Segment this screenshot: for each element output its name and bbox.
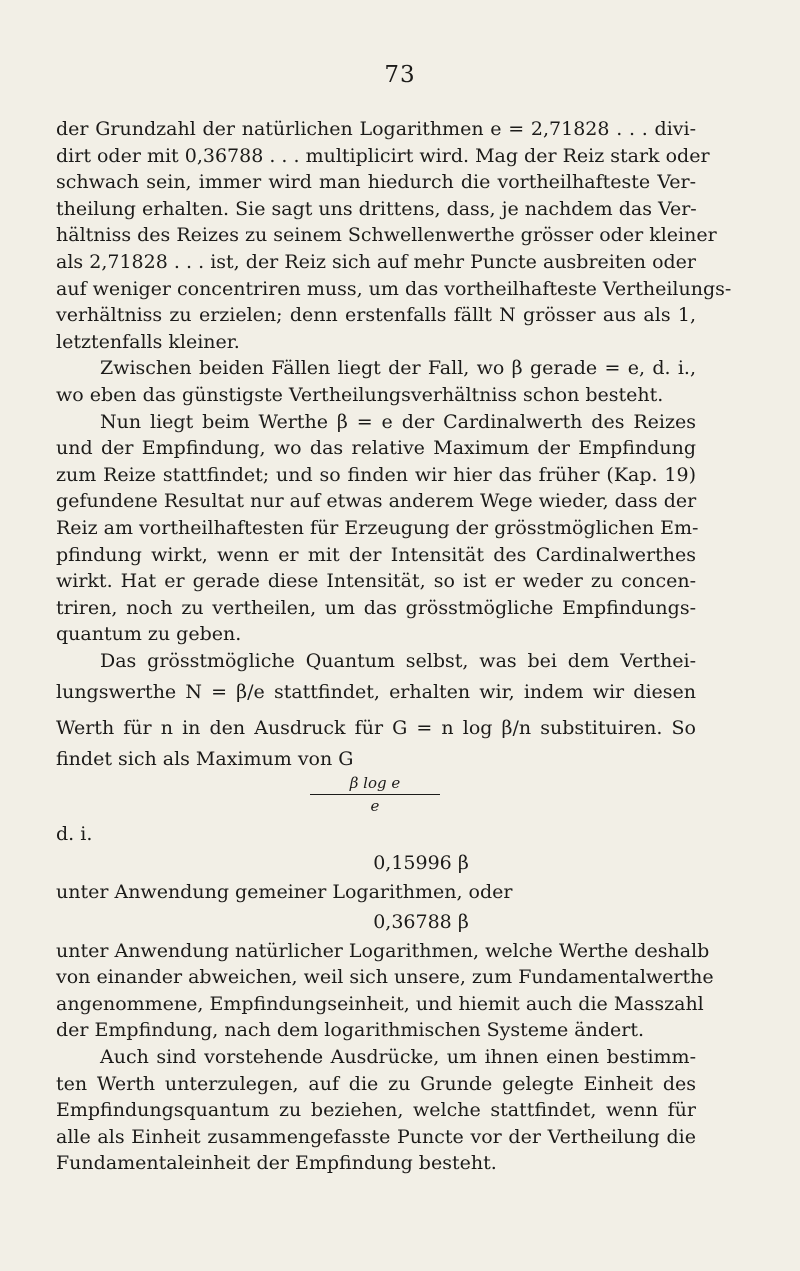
text-line: wo eben das günstigste Vertheilungsverhältniss schon besteht. xyxy=(56,383,664,406)
text-line: und der Empfindung, wo das relative Maximum der Empfindung xyxy=(56,437,696,460)
text-line: verhältniss zu erzielen; denn erstenfalls fällt N grösser aus als 1, xyxy=(56,304,696,327)
text-line: Das grösstmögliche Quantum selbst, was bei dem Verthei- xyxy=(100,649,696,672)
fraction-denominator: e xyxy=(370,797,380,816)
text-line: gefundene Resultat nur auf etwas anderem Wege wieder, dass der xyxy=(56,490,697,513)
text-line: alle als Einheit zusammengefasste Puncte vor der Vertheilung die xyxy=(56,1125,696,1148)
text-line: Nun liegt beim Werthe β = e der Cardinalwerth des Reizes xyxy=(100,410,696,433)
text-line: Reiz am vortheilhaftesten für Erzeugung der grösstmöglichen Em- xyxy=(56,516,699,539)
text-line: unter Anwendung natürlicher Logarithmen, welche Werthe deshalb xyxy=(56,939,710,962)
text-line: theilung erhalten. Sie sagt uns drittens, dass, je nachdem das Ver- xyxy=(56,197,697,220)
text-line: Auch sind vorstehende Ausdrücke, um ihnen einen bestimm- xyxy=(100,1046,696,1069)
page-number: 73 xyxy=(384,62,416,88)
text-line: letztenfalls kleiner. xyxy=(56,330,240,353)
di-label: d. i. xyxy=(56,823,93,846)
fraction-numerator: β log e xyxy=(310,773,440,795)
formula-common-log: 0,15996 β xyxy=(373,852,469,875)
text-line: als 2,71828 . . . ist, der Reiz sich auf mehr Puncte ausbreiten oder xyxy=(56,250,696,273)
body-text xyxy=(56,116,732,1177)
formula-fraction-row xyxy=(56,773,696,821)
text-line: triren, noch zu vertheilen, um das grösstmögliche Empfindungs- xyxy=(56,596,696,619)
text-line: dirt oder mit 0,36788 . . . multiplicirt wird. Mag der Reiz stark oder xyxy=(56,144,710,167)
text-line: der Grundzahl der natürlichen Logarithmen e = 2,71828 . . . divi- xyxy=(56,118,696,140)
text-line: der Empfindung, nach dem logarithmischen Systeme ändert. xyxy=(56,1019,644,1042)
text-line: ten Werth unterzulegen, auf die zu Grunde gelegte Einheit des xyxy=(56,1072,696,1095)
text-line: Empfindungsquantum zu beziehen, welche stattfindet, wenn für xyxy=(56,1099,696,1122)
text-line: auf weniger concentriren muss, um das vortheilhafteste Vertheilungs- xyxy=(56,277,732,300)
text-line: unter Anwendung gemeiner Logarithmen, oder xyxy=(56,881,513,904)
text-line: Zwischen beiden Fällen liegt der Fall, wo β gerade = e, d. i., xyxy=(100,357,696,380)
formula-fraction xyxy=(310,773,440,817)
text-line: findet sich als Maximum von G xyxy=(56,748,354,771)
text-line: zum Reize stattfindet; und so finden wir hier das früher (Kap. 19) xyxy=(56,463,696,486)
text-line: quantum zu geben. xyxy=(56,623,242,646)
text-line: angenommene, Empfindungseinheit, und hiemit auch die Masszahl xyxy=(56,992,704,1015)
text-line: Werth für n in den Ausdruck für G = n log β/n substituiren. So xyxy=(56,717,696,740)
text-line: lungswerthe N = β/e stattfindet, erhalten wir, indem wir diesen xyxy=(56,681,696,704)
formula-natural-log: 0,36788 β xyxy=(373,910,469,933)
text-line: hältniss des Reizes zu seinem Schwellenwerthe grösser oder kleiner xyxy=(56,224,717,247)
text-line: Fundamentaleinheit der Empfindung besteht. xyxy=(56,1152,497,1175)
text-line: von einander abweichen, weil sich unsere, zum Fundamentalwerthe xyxy=(56,966,714,989)
text-line: wirkt. Hat er gerade diese Intensität, so ist er weder zu concen- xyxy=(56,570,696,593)
text-line: schwach sein, immer wird man hiedurch die vortheilhafteste Ver- xyxy=(56,171,696,194)
text-line: pfindung wirkt, wenn er mit der Intensität des Cardinalwerthes xyxy=(56,543,696,566)
